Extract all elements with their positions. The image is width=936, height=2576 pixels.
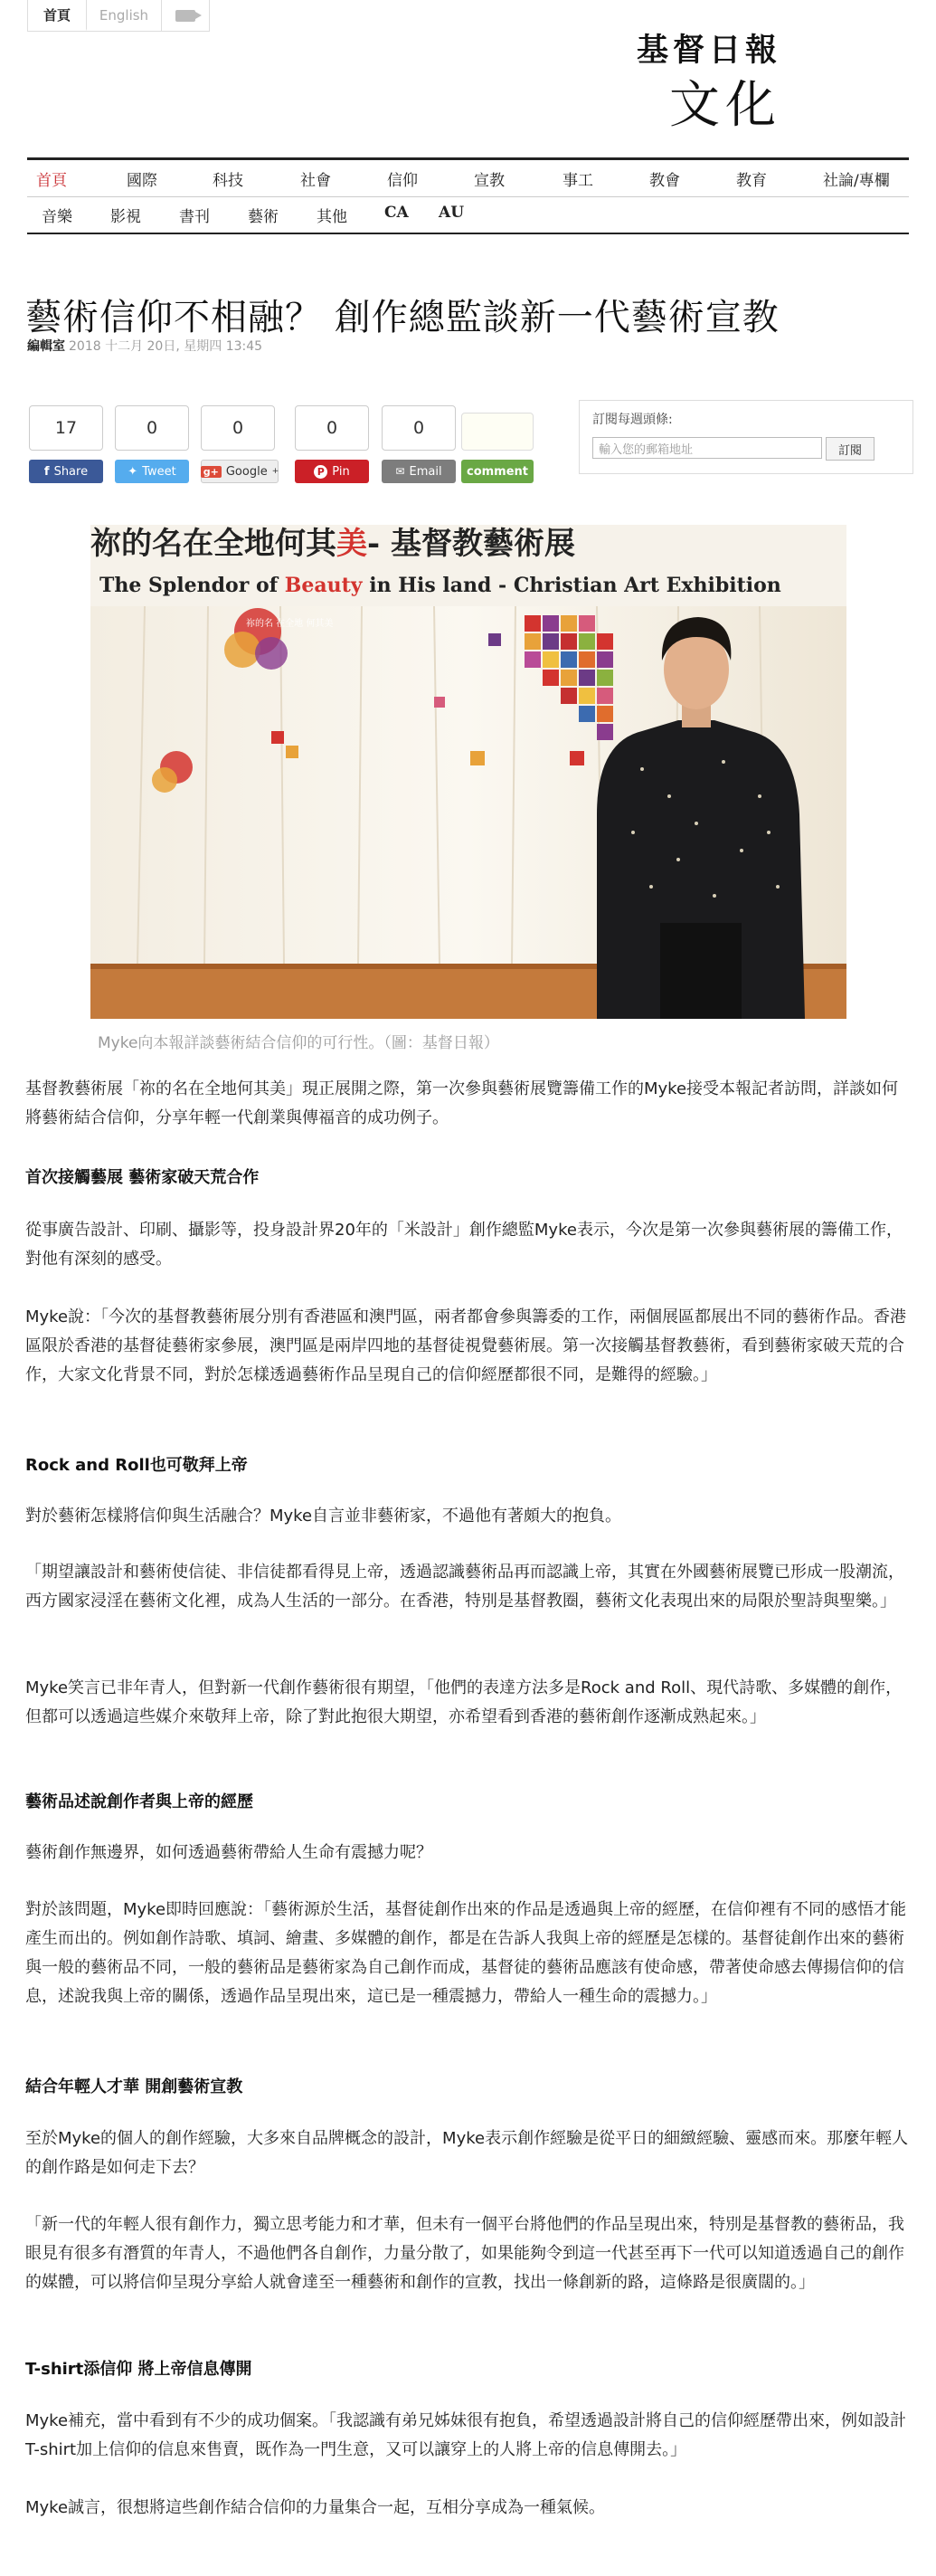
twitter-count: 0 [115, 405, 189, 451]
email-count: 0 [382, 405, 456, 451]
nav-item-church[interactable]: 教會 [649, 172, 680, 190]
byline [27, 337, 262, 355]
twitter-icon: ✦ [128, 464, 138, 479]
banner-en-accent: Beauty [284, 574, 363, 597]
comment-bubble [461, 413, 534, 451]
comment-label: comment [466, 464, 528, 479]
facebook-share-button[interactable] [29, 460, 103, 483]
subnav-item-ca[interactable]: CA [384, 204, 409, 222]
banner-en-1: The Splendor of [99, 574, 285, 597]
paragraph: 「新一代的年輕人很有創作力，獨立思考能力和才華，但未有一個平台將他們的作品呈現出來，特別是基督教的藝術品，我眼見有很多有潛質的年青人，不過他們各自創作，力量分散了，如果能夠令到這一代甚至再下一代可以知道透過自己的創作的媒體，可以將信仰呈現分享給人就會達至一種藝術和創作的宣教，找出一條創新的路，這條路是很廣闊的。」 [25, 2215, 904, 2292]
masthead-section: 文化 [669, 76, 781, 135]
pinterest-pin-button[interactable] [295, 460, 369, 483]
top-tabs [27, 0, 210, 32]
newsletter-subscribe-box [579, 400, 913, 474]
paragraph: 藝術創作無邊界，如何透過藝術帶給人生命有震撼力呢？ [25, 1843, 432, 1862]
twitter-tweet-button[interactable] [115, 460, 189, 483]
paragraph: Myke補充，當中看到有不少的成功個案。「我認識有弟兄姊妹很有抱負，希望透過設計將自己的信仰經歷帶出來，例如設計T-shirt加上信仰的信息來售賣，既作為一門生意，又可以讓穿上的人將上帝的信息傳開去。」 [25, 2411, 907, 2459]
pinterest-pin-label: Pin [332, 464, 350, 479]
subnav-item-music[interactable]: 音樂 [42, 208, 72, 226]
google-count: 0 [201, 405, 275, 451]
subnav-item-art[interactable]: 藝術 [248, 208, 279, 226]
article-title: 藝術信仰不相融？ 創作總監談新一代藝術宣教 [25, 296, 780, 338]
paragraph: 從事廣告設計、印刷、攝影等，投身設計界20年的「米設計」創作總監Myke表示，今次是第一次參與藝術展的籌備工作，對他有深刻的感受。 [25, 1221, 903, 1269]
section-heading: T-shirt添信仰 將上帝信息傳開 [25, 2360, 252, 2379]
photo-caption: Myke向本報詳談藝術結合信仰的可行性。（圖：基督日報） [98, 1034, 499, 1052]
nav-item-ministry[interactable]: 事工 [563, 172, 593, 190]
nav-item-faith[interactable]: 信仰 [387, 172, 418, 190]
email-share-label: Email [409, 464, 442, 479]
pinterest-count: 0 [295, 405, 369, 451]
video-camera-icon [175, 10, 195, 22]
paragraph: 對於藝術怎樣將信仰與生活融合？Myke自言並非藝術家，不過他有著頗大的抱負。 [25, 1507, 622, 1526]
paragraph: 「期望讓設計和藝術使信徒、非信徒都看得見上帝，透過認識藝術品再而認識上帝，其實在外國藝術展覽已形成一股潮流，西方國家浸淫在藝術文化裡，成為人生活的一部分。在香港，特別是基督教圈，藝術文化表現出來的局限於聖詩與聖樂。」 [25, 1563, 904, 1611]
svg-text:祢的名在全地何其美- 基督教藝術展 [90, 526, 575, 562]
nav-item-home[interactable]: 首頁 [36, 172, 67, 190]
twitter-tweet-label: Tweet [142, 464, 176, 479]
email-input[interactable]: 輸入您的郵箱地址 [592, 437, 822, 459]
subscribe-button[interactable]: 訂閱 [826, 437, 875, 461]
subnav-item-film[interactable]: 影視 [110, 208, 141, 226]
paragraph: 至於Myke的個人的創作經驗，大多來自品牌概念的設計，Myke表示創作經驗是從平日的細緻經驗、靈感而來。那麼年輕人的創作路是如何走下去？ [25, 2129, 909, 2177]
banner-cn-1: 祢的名在全地何其 [90, 526, 336, 562]
banner-en-2: in His land - Christian Art Exhibition [362, 574, 781, 597]
publish-date: 2018 十二月 20日, 星期四 13:45 [69, 339, 263, 354]
section-heading: 首次接觸藝展 藝術家破天荒合作 [25, 1168, 260, 1187]
paragraph: Myke笑言已非年青人，但對新一代創作藝術很有期望，「他們的表達方法多是Rock and Roll、現代詩歌、多媒體的創作，但都可以透過這些媒介來敬拜上帝，除了對此抱很大期望，亦希望看到香港的藝術創作逐漸成熟起來。」 [25, 1678, 903, 1726]
nav-item-society[interactable]: 社會 [300, 172, 331, 190]
section-heading: 藝術品述說創作者與上帝的經歷 [25, 1792, 253, 1811]
comment-button[interactable] [461, 460, 534, 483]
subnav-item-other[interactable]: 其他 [317, 208, 347, 226]
nav-item-tech[interactable]: 科技 [213, 172, 243, 190]
paragraph: Myke說：「今次的基督教藝術展分別有香港區和澳門區，兩者都會參與籌委的工作，兩個展區都展出不同的藝術作品。香港區限於香港的基督徒藝術家參展，澳門區是兩岸四地的基督徒視覺藝術展。第一次接觸基督教藝術，看到藝術家破天荒的合作，大家文化背景不同，對於怎樣透過藝術作品呈現自己的信仰經歷都很不同，是難得的經驗。」 [25, 1307, 907, 1384]
nav-item-editorial[interactable]: 社論/專欄 [823, 172, 890, 190]
tab-home[interactable]: 首頁 [28, 0, 87, 31]
nav-item-international[interactable]: 國際 [127, 172, 157, 190]
masthead-logo[interactable]: 基督日報 [637, 32, 782, 69]
facebook-icon: f [43, 464, 50, 479]
tab-english[interactable]: English [87, 0, 162, 31]
sub-nav [27, 195, 909, 234]
pinterest-icon: P [314, 465, 327, 479]
email-icon: ✉ [395, 465, 405, 478]
paragraph: 基督教藝術展「祢的名在全地何其美」現正展開之際，第一次參與藝術展覽籌備工作的Myke接受本報記者訪問，詳談如何將藝術結合信仰，分享年輕一代創業與傳福音的成功例子。 [25, 1079, 899, 1127]
email-share-button[interactable] [382, 460, 456, 483]
google-plus-button[interactable] [201, 460, 279, 483]
svg-text:The Splendor of Beauty in His [99, 574, 781, 597]
facebook-share-label: Share [53, 464, 89, 479]
banner-cn-2: - 基督教藝術展 [367, 526, 575, 562]
facebook-count: 17 [29, 405, 103, 451]
author[interactable]: 編輯室 [27, 339, 65, 354]
main-nav [27, 157, 909, 197]
subscribe-title: 訂閱每週頭條: [592, 413, 673, 427]
tab-video[interactable] [162, 0, 209, 31]
subnav-item-au[interactable]: AU [439, 204, 465, 222]
paragraph: Myke誠言，很想將這些創作結合信仰的力量集合一起，互相分享成為一種氣候。 [25, 2498, 606, 2517]
banner-cn-accent: 美 [336, 526, 367, 562]
nav-item-education[interactable]: 教育 [736, 172, 767, 190]
section-heading: Rock and Roll也可敬拜上帝 [25, 1456, 248, 1475]
paragraph: 對於該問題，Myke即時回應說：「藝術源於生活，基督徒創作出來的作品是透過與上帝的經歷，在信仰裡有不同的感悟才能產生而出的。例如創作詩歌、填詞、繪畫、多媒體的創作，都是在告訴人我與上帝的經歷是怎樣的。基督徒創作出來的藝術與一般的藝術品不同，一般的藝術品是藝術家為自己創作而成，基督徒的藝術品應該有使命感，帶著使命感去傳揚信仰的信息，述說我與上帝的關係，透過作品呈現出來，這已是一種震撼力，帶給人一種生命的震撼力。」 [25, 1900, 907, 2006]
photo-illustration [90, 525, 846, 1019]
google-plus-icon: g+ [201, 466, 222, 478]
plus-icon: + [271, 467, 279, 476]
nav-item-mission[interactable]: 宣教 [474, 172, 505, 190]
article-photo [90, 525, 846, 1019]
google-plus-label: Google [225, 464, 268, 479]
subnav-item-books[interactable]: 書刊 [179, 208, 210, 226]
section-heading: 結合年輕人才華 開創藝術宣教 [25, 2077, 243, 2096]
exhibition-logo-text: 祢的名 在全地 何其美 [246, 619, 334, 629]
